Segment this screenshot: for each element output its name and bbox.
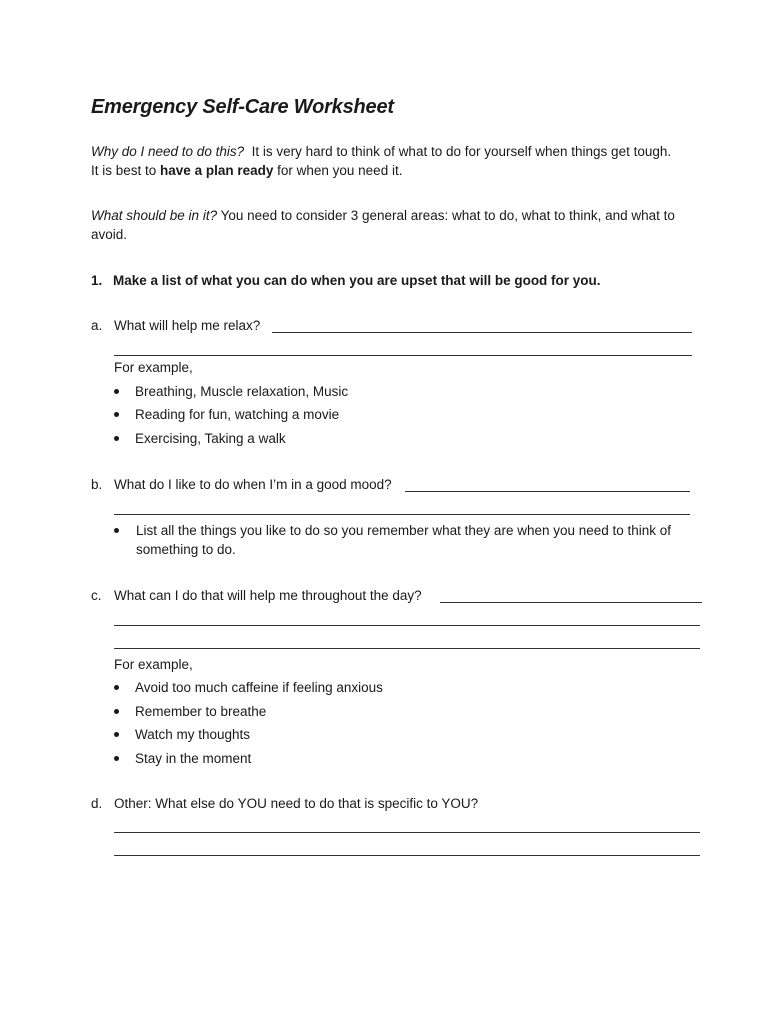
page-title: Emergency Self-Care Worksheet [91, 96, 394, 118]
bullet-c-1: Avoid too much caffeine if feeling anxious [114, 678, 383, 697]
answer-a-line-2[interactable] [114, 355, 692, 356]
bullet-c-3: Watch my thoughts [114, 725, 250, 744]
bullet-a-3: Exercising, Taking a walk [114, 429, 286, 448]
why-answer-2-pre: It is best to [91, 163, 157, 178]
answer-a-line-1[interactable] [272, 332, 692, 333]
intro-why [91, 142, 711, 180]
intro-what [91, 206, 711, 244]
why-question: Why do I need to do this? [91, 144, 245, 159]
bullet-c-4: Stay in the moment [114, 749, 251, 768]
question-d [91, 794, 478, 813]
bullet-a-2: Reading for fun, watching a movie [114, 405, 339, 424]
answer-d-line-2[interactable] [114, 855, 700, 856]
question-b [91, 475, 392, 494]
question-a [91, 316, 260, 335]
question-c-text: What can I do that will help me throughout the day? [114, 588, 422, 603]
why-answer-2-bold: have a plan ready [160, 163, 274, 178]
bullet-dot-icon [114, 709, 119, 714]
why-answer-1: It is very hard to think of what to do for yourself when things get tough. [251, 144, 672, 159]
answer-b-line-2[interactable] [114, 514, 690, 515]
section-1-number: 1. [91, 273, 103, 288]
bullet-dot-icon [114, 389, 119, 394]
what-question: What should be in it? [91, 208, 218, 223]
bullet-b-1: List all the things you like to do so you remember what they are when you need to think of something to do. [114, 521, 726, 559]
bullet-dot-icon [114, 412, 119, 417]
question-d-text: Other: What else do YOU need to do that is specific to YOU? [114, 796, 479, 811]
answer-d-line-1[interactable] [114, 832, 700, 833]
bullet-dot-icon [114, 685, 119, 690]
answer-b-line-1[interactable] [405, 491, 690, 492]
bullet-c-2: Remember to breathe [114, 702, 266, 721]
question-c [91, 586, 422, 605]
question-b-text: What do I like to do when I’m in a good mood? [114, 477, 392, 492]
example-label-a: For example, [114, 360, 193, 375]
what-answer: You need to consider 3 general areas: what to do, what to think, and what to avoid. [91, 208, 675, 242]
answer-c-line-1[interactable] [440, 602, 702, 603]
question-c-letter: c. [91, 588, 102, 603]
bullet-dot-icon [114, 528, 119, 533]
bullet-dot-icon [114, 756, 119, 761]
bullet-dot-icon [114, 436, 119, 441]
question-a-text: What will help me relax? [114, 318, 261, 333]
answer-c-line-2[interactable] [114, 625, 700, 626]
example-label-c: For example, [114, 657, 193, 672]
question-b-letter: b. [91, 477, 103, 492]
why-answer-2-post: for when you need it. [277, 163, 403, 178]
question-a-letter: a. [91, 318, 103, 333]
bullet-dot-icon [114, 732, 119, 737]
section-1-heading [91, 271, 601, 290]
section-1-text: Make a list of what you can do when you are upset that will be good for you. [113, 273, 601, 288]
answer-c-line-3[interactable] [114, 648, 700, 649]
question-d-letter: d. [91, 796, 103, 811]
bullet-a-1: Breathing, Muscle relaxation, Music [114, 382, 348, 401]
